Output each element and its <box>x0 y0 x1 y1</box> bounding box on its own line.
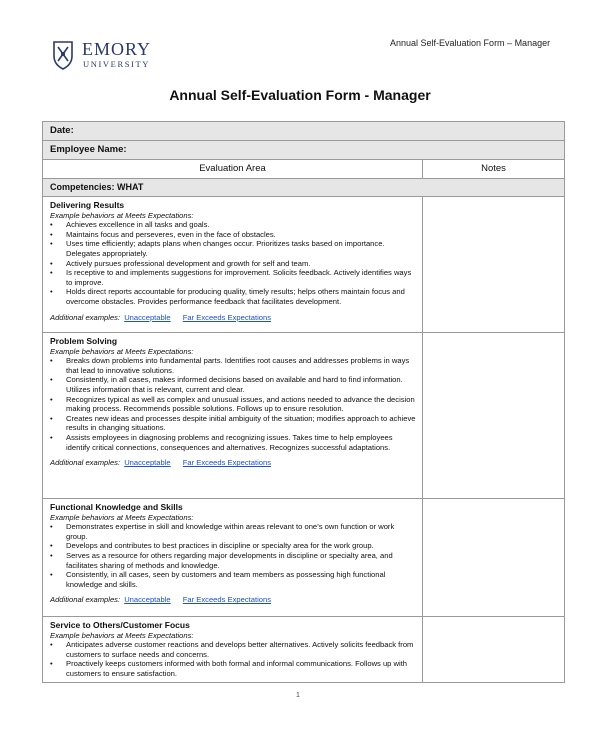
list-item: • Holds direct reports accountable for producing quality, timely results; helps others maintain focus and overcome obstacles. Provides performance feedback that facilitates development. <box>50 287 416 306</box>
date-label: Date: <box>50 125 74 136</box>
list-item: • Assists employees in diagnosing problems and recognizing issues. Takes time to help employees identify critical connections, consequences and alternatives. Recognizes successful adaptations. <box>50 433 416 452</box>
list-item: • Is receptive to and implements suggestions for improvement. Solicits feedback. Actively identifies ways to improve. <box>50 268 416 287</box>
notes-header: Notes <box>423 160 565 179</box>
behavior-list <box>50 220 416 306</box>
list-item: • Consistently, in all cases, makes informed decisions based on available and hard to find information. Utilizes information that is relevant, current and clear. <box>50 375 416 394</box>
evaluation-form-table <box>42 121 565 683</box>
unacceptable-link[interactable]: Unacceptable <box>124 458 171 468</box>
list-item: • Actively pursues professional development and growth for self and team. <box>50 259 416 269</box>
date-field[interactable] <box>43 122 565 141</box>
emory-logo <box>52 40 162 70</box>
list-item: • Creates new ideas and processes despite initial ambiguity of the situation; modifies approach to achieve results in changing situations. <box>50 414 416 433</box>
list-item: • Serves as a resource for others regarding major developments in discipline or specialty area, and facilitates sharing of methods and knowledge. <box>50 551 416 570</box>
section-subtitle: Example behaviors at Meets Expectations: <box>50 512 194 522</box>
far-exceeds-link[interactable]: Far Exceeds Expectations <box>182 595 271 605</box>
section-subtitle: Example behaviors at Meets Expectations: <box>50 346 194 356</box>
page-title: Annual Self-Evaluation Form - Manager <box>169 87 431 103</box>
section-row <box>43 617 565 683</box>
section-functional-knowledge <box>43 499 423 617</box>
notes-cell[interactable] <box>423 197 565 333</box>
employee-name-label: Employee Name: <box>50 144 127 155</box>
list-item: • Uses time efficiently; adapts plans when changes occur. Prioritizes tasks based on importance. Delegates appropriately. <box>50 239 416 258</box>
section-row <box>43 197 565 333</box>
behavior-list <box>50 522 416 589</box>
logo-name: EMORY <box>82 39 152 59</box>
section-title: Service to Others/Customer Focus <box>50 620 190 630</box>
section-title: Problem Solving <box>50 336 118 346</box>
competencies-row: Competencies: WHAT <box>43 179 565 197</box>
list-item: • Anticipates adverse customer reactions and develops better alternatives. Actively solicits feedback from customers to surface needs and concerns. <box>50 640 416 659</box>
list-item: • Maintains focus and perseveres, even in the face of obstacles. <box>50 230 416 240</box>
logo-sub: UNIVERSITY <box>83 59 150 69</box>
section-problem-solving <box>43 333 423 499</box>
additional-examples-label: Additional examples: <box>50 595 121 605</box>
section-row <box>43 499 565 617</box>
list-item: • Demonstrates expertise in skill and knowledge within areas relevant to one’s own function or work group. <box>50 522 416 541</box>
list-item: • Recognizes typical as well as complex and unusual issues, and actions needed to advance the decision making process. Recommends possible solutions. Follows up to ensure resolution. <box>50 395 416 414</box>
page-number: 1 <box>296 692 300 699</box>
notes-cell[interactable] <box>423 333 565 499</box>
additional-examples <box>50 595 416 605</box>
emory-shield-icon <box>52 40 74 70</box>
section-subtitle: Example behaviors at Meets Expectations: <box>50 210 194 220</box>
behavior-list <box>50 356 416 452</box>
list-item: • Proactively keeps customers informed with both formal and informal communications. Follows up with customers to ensure satisfaction. <box>50 659 416 678</box>
far-exceeds-link[interactable]: Far Exceeds Expectations <box>182 312 271 322</box>
section-delivering-results <box>43 197 423 333</box>
unacceptable-link[interactable]: Unacceptable <box>124 312 171 322</box>
list-item: • Achieves excellence in all tasks and goals. <box>50 220 416 230</box>
section-title: Delivering Results <box>50 200 125 210</box>
additional-examples-label: Additional examples: <box>50 458 121 468</box>
additional-examples-label: Additional examples: <box>50 312 121 322</box>
list-item: • Breaks down problems into fundamental parts. Identifies root causes and addresses problems in ways that lead to innovative solutions. <box>50 356 416 375</box>
section-row <box>43 333 565 499</box>
section-subtitle: Example behaviors at Meets Expectations: <box>50 630 194 640</box>
additional-examples <box>50 458 416 468</box>
list-item: • Develops and contributes to best practices in discipline or specialty area for the work group. <box>50 541 416 551</box>
additional-examples <box>50 313 416 323</box>
behavior-list <box>50 640 416 678</box>
notes-cell[interactable] <box>423 499 565 617</box>
section-title: Functional Knowledge and Skills <box>50 502 183 512</box>
section-service-to-others <box>43 617 423 683</box>
running-header: Annual Self-Evaluation Form – Manager <box>390 38 551 48</box>
evaluation-area-header: Evaluation Area <box>43 160 423 179</box>
employee-name-field[interactable] <box>43 141 565 160</box>
far-exceeds-link[interactable]: Far Exceeds Expectations <box>182 458 271 468</box>
notes-cell[interactable] <box>423 617 565 683</box>
list-item: • Consistently, in all cases, seen by customers and team members as possessing high functional knowledge and skills. <box>50 570 416 589</box>
unacceptable-link[interactable]: Unacceptable <box>124 595 171 605</box>
